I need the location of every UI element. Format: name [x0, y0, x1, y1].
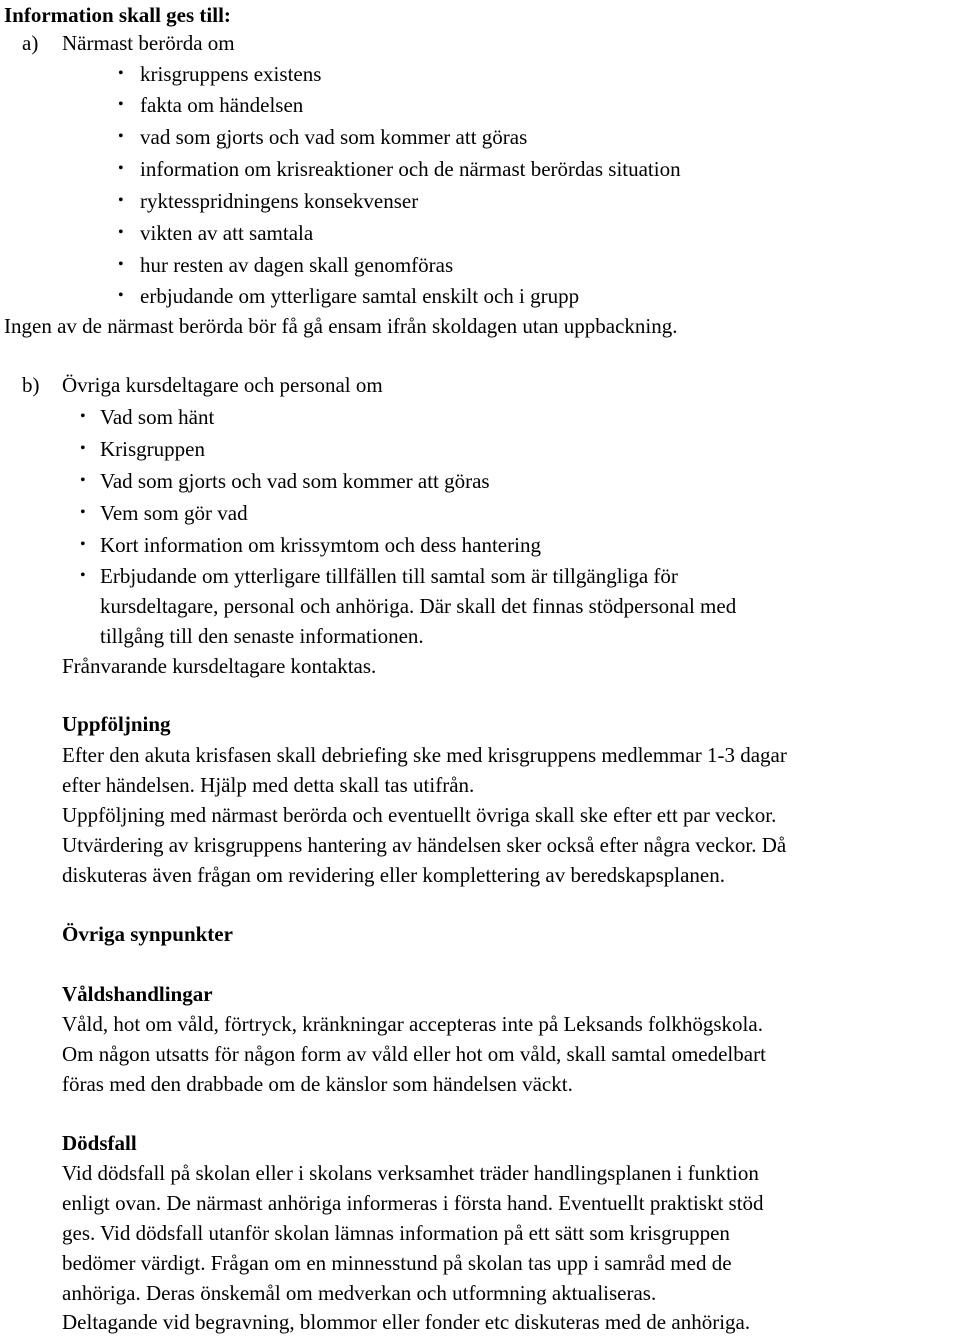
paragraph-line: Vid dödsfall på skolan eller i skolans verksamhet träder handlingsplanen i funktion	[62, 1161, 759, 1185]
paragraph-line: efter händelsen. Hjälp med detta skall tas utifrån.	[62, 773, 475, 797]
paragraph-line: föras med den drabbade om de känslor som händelsen väckt.	[62, 1072, 573, 1096]
list-item: vikten av att samtala	[140, 221, 314, 245]
list-item: hur resten av dagen skall genomföras	[140, 253, 454, 277]
bullet-icon: •	[118, 160, 124, 177]
paragraph-line: ges. Vid dödsfall utanför skolan lämnas information på ett sätt som krisgruppen	[62, 1221, 730, 1245]
paragraph-line: Våld, hot om våld, förtryck, kränkningar accepteras inte på Leksands folkhögskola.	[62, 1012, 763, 1036]
paragraph-line: Uppföljning med närmast berörda och eventuellt övriga skall ske efter ett par veckor.	[62, 803, 777, 827]
bullet-icon: •	[80, 472, 86, 489]
section-a-title: Närmast berörda om	[62, 31, 235, 55]
page-heading: Information skall ges till:	[4, 3, 231, 27]
bullet-icon: •	[118, 192, 124, 209]
bullet-icon: •	[118, 65, 124, 82]
section-b-note: Frånvarande kursdeltagare kontaktas.	[62, 654, 377, 678]
bullet-icon: •	[80, 440, 86, 457]
uppfoljning-heading: Uppföljning	[62, 712, 171, 736]
paragraph-line: diskuteras även frågan om revidering eller komplettering av beredskapsplanen.	[62, 863, 726, 887]
list-item: ryktesspridningens konsekvenser	[140, 189, 419, 213]
section-b-label: b)	[22, 373, 40, 397]
bullet-icon: •	[118, 128, 124, 145]
paragraph-line: anhöriga. Deras önskemål om medverkan och utformning aktualiseras.	[62, 1281, 657, 1305]
ovriga-heading: Övriga synpunkter	[62, 922, 233, 946]
bullet-icon: •	[118, 256, 124, 273]
list-item: erbjudande om ytterligare samtal enskilt och i grupp	[140, 284, 580, 308]
list-item-line: Erbjudande om ytterligare tillfällen till samtal som är tillgängliga för	[100, 564, 678, 588]
list-item: krisgruppens existens	[140, 62, 322, 86]
bullet-icon: •	[118, 224, 124, 241]
list-item: Vad som gjorts och vad som kommer att göras	[100, 469, 490, 493]
paragraph-line: bedömer värdigt. Frågan om en minnesstund på skolan tas upp i samråd med de	[62, 1251, 732, 1275]
bullet-icon: •	[118, 96, 124, 113]
section-b-title: Övriga kursdeltagare och personal om	[62, 373, 383, 397]
paragraph-line: Utvärdering av krisgruppens hantering av händelsen sker också efter några veckor. Då	[62, 833, 787, 857]
bullet-icon: •	[80, 536, 86, 553]
list-item-line: kursdeltagare, personal och anhöriga. Där skall det finnas stödpersonal med	[100, 594, 737, 618]
paragraph-line: Om någon utsatts för någon form av våld eller hot om våld, skall samtal omedelbart	[62, 1042, 766, 1066]
dodsfall-heading: Dödsfall	[62, 1131, 137, 1155]
list-item: fakta om händelsen	[140, 93, 304, 117]
paragraph-line: enligt ovan. De närmast anhöriga informeras i första hand. Eventuellt praktiskt stöd	[62, 1191, 764, 1215]
list-item: Kort information om krissymtom och dess hantering	[100, 533, 541, 557]
list-item: information om krisreaktioner och de närmast berördas situation	[140, 157, 681, 181]
list-item-line: tillgång till den senaste informationen.	[100, 624, 424, 648]
paragraph-line: Deltagande vid begravning, blommor eller fonder etc diskuteras med de anhöriga.	[62, 1310, 751, 1334]
list-item: Krisgruppen	[100, 437, 205, 461]
valdshandlingar-heading: Våldshandlingar	[62, 982, 213, 1006]
section-a-note: Ingen av de närmast berörda bör få gå ensam ifrån skoldagen utan uppbackning.	[4, 314, 678, 338]
section-a-label: a)	[22, 31, 39, 55]
list-item: Vem som gör vad	[100, 501, 248, 525]
paragraph-line: Efter den akuta krisfasen skall debriefing ske med krisgruppens medlemmar 1-3 dagar	[62, 743, 787, 767]
list-item: Vad som hänt	[100, 405, 215, 429]
bullet-icon: •	[80, 567, 86, 584]
bullet-icon: •	[80, 408, 86, 425]
list-item: vad som gjorts och vad som kommer att göras	[140, 125, 528, 149]
bullet-icon: •	[118, 287, 124, 304]
bullet-icon: •	[80, 504, 86, 521]
